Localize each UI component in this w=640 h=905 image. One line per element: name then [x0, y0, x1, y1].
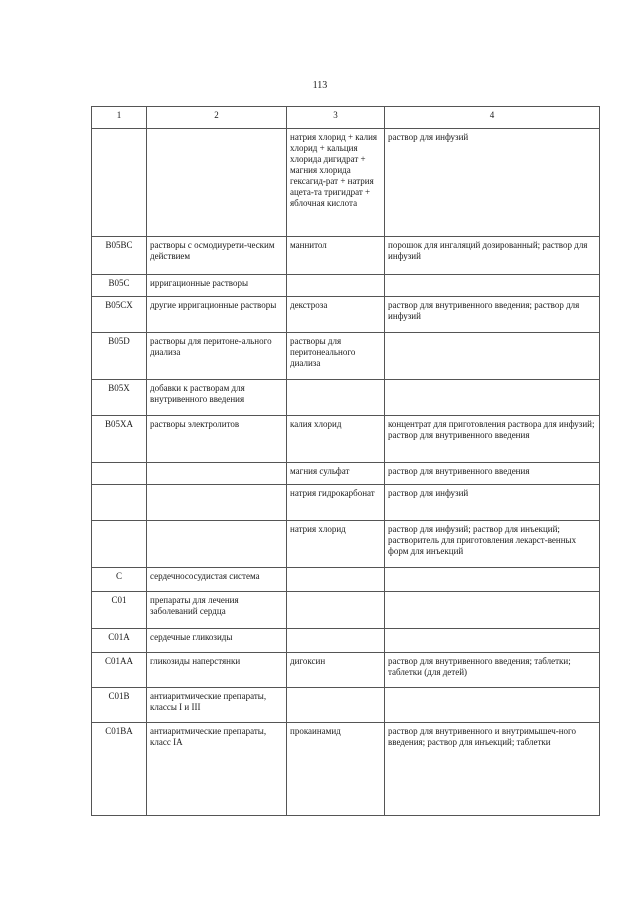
group-cell: другие ирригационные растворы: [147, 297, 287, 333]
dosage-form-cell: порошок для ингаляций дозированный; раствор для инфузий: [385, 237, 600, 275]
table-row: [92, 237, 600, 275]
group-cell: [147, 129, 287, 237]
group-cell: растворы с осмодиурети-ческим действием: [147, 237, 287, 275]
group-cell: растворы для перитоне-ального диализа: [147, 333, 287, 380]
atc-code-cell: [92, 521, 147, 568]
substance-cell: магния сульфат: [287, 463, 385, 485]
table-row: [92, 629, 600, 653]
column-header-2: 2: [147, 107, 287, 129]
table-row: [92, 688, 600, 723]
table-row: [92, 521, 600, 568]
substance-cell: [287, 275, 385, 297]
table-row: [92, 275, 600, 297]
column-header-1: 1: [92, 107, 147, 129]
substance-cell: декстроза: [287, 297, 385, 333]
atc-code-cell: B05X: [92, 380, 147, 416]
substance-cell: дигоксин: [287, 653, 385, 688]
atc-code-cell: C01BA: [92, 723, 147, 816]
substance-cell: [287, 629, 385, 653]
table-row: [92, 129, 600, 237]
atc-code-cell: B05XA: [92, 416, 147, 463]
substance-cell: натрия хлорид + калия хлорид + кальция хлорида дигидрат + магния хлорида гексагид-рат + натрия ацета-та тригидрат + яблочная кислота: [287, 129, 385, 237]
dosage-form-cell: раствор для инфузий: [385, 129, 600, 237]
substance-cell: натрия гидрокарбонат: [287, 485, 385, 521]
drug-table: [91, 106, 600, 816]
group-cell: растворы электролитов: [147, 416, 287, 463]
atc-code-cell: B05D: [92, 333, 147, 380]
substance-cell: прокаинамид: [287, 723, 385, 816]
group-cell: ирригационные растворы: [147, 275, 287, 297]
atc-code-cell: B05C: [92, 275, 147, 297]
substance-cell: [287, 568, 385, 592]
dosage-form-cell: раствор для внутривенного введения: [385, 463, 600, 485]
table-row: [92, 653, 600, 688]
atc-code-cell: C01: [92, 592, 147, 629]
atc-code-cell: [92, 485, 147, 521]
group-cell: добавки к растворам для внутривенного введения: [147, 380, 287, 416]
table-row: [92, 416, 600, 463]
group-cell: антиаритмические препараты, классы I и III: [147, 688, 287, 723]
substance-cell: растворы для перитонеального диализа: [287, 333, 385, 380]
atc-code-cell: [92, 463, 147, 485]
dosage-form-cell: [385, 592, 600, 629]
dosage-form-cell: [385, 333, 600, 380]
table-row: [92, 463, 600, 485]
atc-code-cell: C: [92, 568, 147, 592]
table-row: [92, 297, 600, 333]
substance-cell: [287, 380, 385, 416]
table-row: [92, 485, 600, 521]
dosage-form-cell: [385, 688, 600, 723]
atc-code-cell: [92, 129, 147, 237]
atc-code-cell: B05BC: [92, 237, 147, 275]
group-cell: [147, 463, 287, 485]
table-row: [92, 568, 600, 592]
substance-cell: маннитол: [287, 237, 385, 275]
group-cell: [147, 485, 287, 521]
atc-code-cell: C01A: [92, 629, 147, 653]
group-cell: гликозиды наперстянки: [147, 653, 287, 688]
dosage-form-cell: раствор для внутривенного введения; раствор для инфузий: [385, 297, 600, 333]
group-cell: сердечнососудистая система: [147, 568, 287, 592]
atc-code-cell: C01B: [92, 688, 147, 723]
atc-code-cell: B05CX: [92, 297, 147, 333]
dosage-form-cell: [385, 629, 600, 653]
substance-cell: [287, 592, 385, 629]
dosage-form-cell: [385, 275, 600, 297]
group-cell: [147, 521, 287, 568]
column-header-3: 3: [287, 107, 385, 129]
table-row: [92, 380, 600, 416]
table-row: [92, 723, 600, 816]
group-cell: сердечные гликозиды: [147, 629, 287, 653]
table-body: [92, 129, 600, 816]
page-number: 113: [312, 80, 328, 91]
dosage-form-cell: раствор для внутривенного и внутримышеч-ного введения; раствор для инъекций; таблетки: [385, 723, 600, 816]
dosage-form-cell: [385, 380, 600, 416]
substance-cell: натрия хлорид: [287, 521, 385, 568]
atc-code-cell: C01AA: [92, 653, 147, 688]
group-cell: препараты для лечения заболеваний сердца: [147, 592, 287, 629]
dosage-form-cell: раствор для инфузий: [385, 485, 600, 521]
table-row: [92, 592, 600, 629]
dosage-form-cell: раствор для инфузий; раствор для инъекций; растворитель для приготовления лекарст-венных форм для инъекций: [385, 521, 600, 568]
column-header-4: 4: [385, 107, 600, 129]
dosage-form-cell: [385, 568, 600, 592]
dosage-form-cell: раствор для внутривенного введения; таблетки; таблетки (для детей): [385, 653, 600, 688]
substance-cell: [287, 688, 385, 723]
dosage-form-cell: концентрат для приготовления раствора для инфузий; раствор для внутривенного введения: [385, 416, 600, 463]
header-row: [92, 107, 600, 129]
group-cell: антиаритмические препараты, класс IA: [147, 723, 287, 816]
substance-cell: калия хлорид: [287, 416, 385, 463]
table-row: [92, 333, 600, 380]
